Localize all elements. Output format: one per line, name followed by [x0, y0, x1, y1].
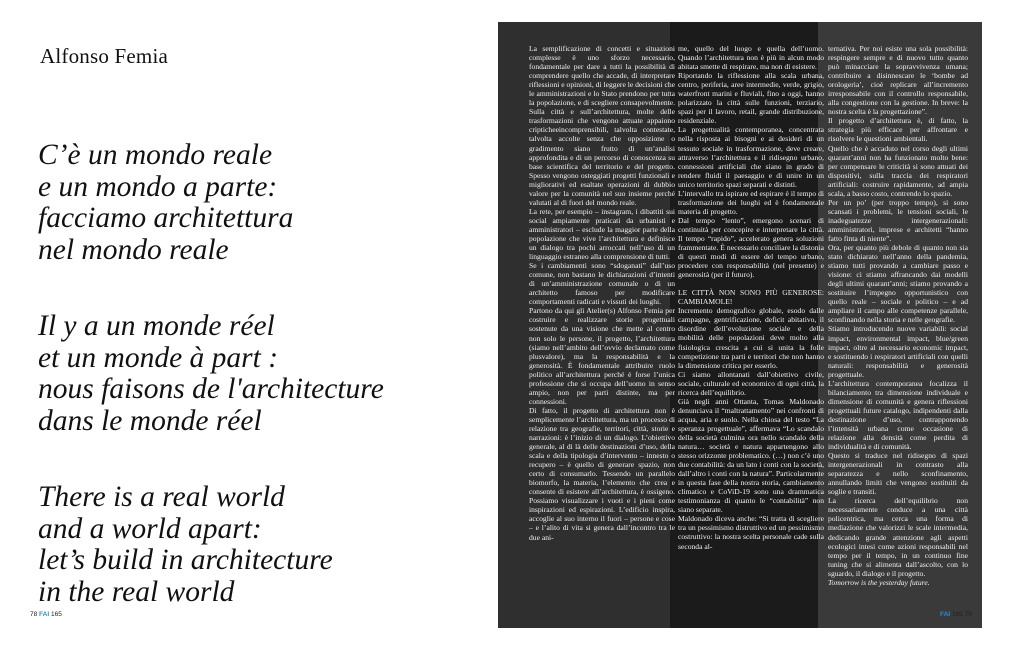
quote-line: e un mondo a parte: — [38, 170, 278, 203]
author-name: Alfonso Femia — [40, 44, 169, 68]
paragraph: ternativa. Per noi esiste una sola possibilità: respingere sempre e di nuovo tutto quanto può minacciare la sopravvivenza umana; contribuire a disinnescare le ‘bombe ad orologeria’, cioè replicare all’incremento irresponsabile con il controllo responsabile, alla congestione con la gestione. In breve: la nostra scelta è la progettazione”. — [828, 44, 968, 117]
quote-italian — [38, 140, 293, 266]
quote-english — [38, 482, 333, 608]
paragraph: Già negli anni Ottanta, Tomas Maldonado denunciava il “maltrattamento” nei confronti di acqua, aria e suolo. Nella chiosa del testo “La speranza progettuale”, affermava “Lo scandalo della società culmina ora nello scandalo della natura… società e natura appartengono allo stesso orizzonte problematico. (…) non c’è uno due contabilità: da un lato i conti con la società, dall’altro i conti con la natura”. Particolarmente in questa fase della nostra storia, cambiamento climatico e CoViD-19 sono una drammatica testimonianza di quanto le “contabilità” non siano separate. — [678, 396, 824, 515]
paragraph: La semplificazione di concetti e situazioni complesse è uno sforzo necessario, fondamentale per dare a tutti la possibilità di comprendere quello che accade, di interpretare riflessioni e opinioni, di leggere le decisioni che le amministrazioni e lo Stato prendono per tutta la popolazione, e di scegliere consapevolmente. Sulla città e sull’architettura, molte delle trasformazioni che vengono attuate appaiono cripticheeincomprensibili, talvolta contestate, talvolta accolte senza che opposizione o gradimento siano frutto di un’analisi approfondita e di un percorso di conoscenza su base scientifica del territorio e del progetto. Spesso vengono osteggiati progetti funzionali e migliorativi ed esaltate operazioni di dubbio valore per la comunità nel suo insieme perché valutati al di fuori del mondo reale. — [529, 44, 675, 207]
quote-line: let’s build in architecture — [38, 544, 333, 576]
paragraph: Di fatto, il progetto di architettura non è semplicemente l’architettura, ma un processo di relazione tra geografie, territori, città, storie e narrazioni: è l’inizio di un dialogo. L’obiettivo generale, al di là delle destinazioni d’uso, della scala e della tipologia d’intervento – innesto o recupero – è quello di generare spazio, non certo di consumarlo. Tessendo un parallelo biomorfo, la materia, l’elemento che crea e consente di esistere all’architettura, è ossigeno. Possiamo visualizzare i vuoti e i pieni come inspirazioni ed espirazioni. L’edificio inspira, accoglie al suo interno il fuori – persone e cose – e l’alito di vita si genera dall’incontro tra le due ani- — [529, 405, 675, 542]
quote-line: There is a real world — [38, 481, 285, 513]
paragraph: Questo si traduce nel ridisegno di spazi intergenerazionali in contrasto alla separatezza e nello sconfinamento, annullando limiti che vengono sostituiti da soglie e transiti. — [828, 451, 968, 497]
quote-line: et un monde à part : — [38, 341, 279, 374]
right-page-text-panel — [498, 22, 982, 628]
quote-line: in the real world — [38, 575, 235, 608]
quote-french — [38, 311, 384, 437]
issue-number: 165 — [50, 611, 62, 618]
paragraph: me, quello del luogo e quella dell’uomo. Quando l’architettura non è più in alcun modo abitata smette di respirare, ma non di esistere. — [678, 44, 824, 72]
text-column-1 — [529, 44, 675, 624]
paragraph: Stiamo introducendo nuove variabili: social impact, environmental impact, blue/green impact, oltre al necessario economic impact, e sostituendo i respiratori artificiali con quelli naturali: responsabilità e generosità progettuale. — [828, 324, 968, 379]
quote-line: C’è un mondo reale — [38, 139, 273, 171]
paragraph: Incremento demografico globale, esodo dalle campagne, gentrificazione, deficit abitativo, il disordine dell’evoluzione sociale e della mobilità delle popolazioni deve molto alla fisiologica crescita a cui si unita la folle competizione tra parti e territori che non hanno la dimensione critica per esserlo. — [678, 306, 824, 370]
magazine-brand: FAI — [940, 611, 951, 618]
quote-line: nel mondo reale — [38, 233, 229, 266]
paragraph: Per un po’ (per troppo tempo), si sono scansati i problemi, le tensioni sociali, le inadeguatezze intergenerazionali: amministratori, imprese e architetti “hanno fatto finta di niente”. — [828, 197, 968, 243]
paragraph: Ci siamo allontanati dall’obiettivo civile, sociale, culturale ed economico di ogni città, la ricerca dell’equilibrio. — [678, 369, 824, 397]
paragraph: La progettualità contemporanea, concentrata nella risposta ai bisogni e ai desideri di un tessuto sociale in trasformazione, deve creare, attraverso l’architettura e il ridisegno urbano, connessioni artificiali che siano in grado di rendere fluidi il paesaggio e di unire in un unico territorio spazi separati e distinti. — [678, 125, 824, 189]
quote-line: facciamo architettura — [38, 202, 294, 234]
magazine-brand: FAI — [39, 611, 50, 618]
quote-line: nous faisons de l'architecture — [38, 373, 384, 405]
section-heading: LE CITTÀ NON SONO PIÙ GENEROSE: CAMBIAMOLE! — [678, 288, 824, 307]
quote-line: Il y a un monde réel — [38, 310, 275, 342]
paragraph: Quello che è accaduto nel corso degli ultimi quarant’anni non ha funzionato molto bene: per compensare le criticità si sono attuati dei dispositivi, sulla traccia dei respiratori artificiali: costruire rapidamente, ad ampia scala, a basso costo, contrendo lo spazio. — [828, 143, 968, 198]
left-page — [0, 0, 498, 649]
page-folio-right — [940, 611, 972, 618]
paragraph: La ricerca dell’equilibrio non necessariamente conduce a una città policentrica, ma cerca una forma di mediazione che valorizzi le scale intermedia, dedicando grande attenzione agli aspetti ecologici intesi come azioni responsabili nel tempo per il tempo, in un continuo fine tuning che si alimenta dall’ascolto, con lo sguardo, il dialogo e il progetto. — [828, 496, 968, 578]
page-number: 78 — [30, 611, 38, 618]
paragraph: Ora, per quanto più debole di quanto non sia stato dichiarato nell’anno della pandemia, stiamo tutti provando a cambiare passo e visione: ci stiamo affrancando dai modelli degli ultimi quarant’anni; stiamo provando a sostituire l’impegno opportunistico con quello reale – sociale e politico – e ad ampliare il campo alle competenze parallele, sconfinando nella storia e nelle geografie. — [828, 243, 968, 325]
paragraph: Se i cambiamenti sono “sdoganati” dall’uso comune, non bastano le dichiarazioni d’intenti di un’amministrazione comunale o di un architetto famoso per modificare comportamenti radicati e vissuti dei luoghi. — [529, 261, 675, 307]
paragraph: L’intervallo tra ispirare ed espirare è il tempo di trasformazione dei luoghi ed è fondamentale materia di progetto. — [678, 188, 824, 216]
paragraph: Il progetto d’architettura è, di fatto, la strategia più efficace per affrontare e risolvere le questioni ambientali. — [828, 116, 968, 144]
issue-number: 165 — [951, 611, 963, 618]
text-column-3 — [828, 44, 968, 624]
text-column-2 — [678, 44, 824, 624]
paragraph: Maldonado diceva anche: “Si tratta di scegliere tra un pessimismo distruttivo ed un pessimismo costruttivo: la nostra scelta personale cade sulla seconda al- — [678, 514, 824, 551]
quote-line: and a world apart: — [38, 512, 262, 545]
paragraph: Riportando la riflessione alla scala urbana, centro, periferia, aree intermedie, verde, grigio, waterfront marini e fluviali, fino a oggi, hanno polarizzato la città sulle funzioni, terziario, spazi per il lavoro, retail, grande distribuzione, residenziale. — [678, 71, 824, 126]
paragraph: Dal tempo “lento”, emergono scenari di continuità per concepire e interpretare la città. Il tempo “rapido”, accelerato genera soluzioni frammentate. È necessario conciliare la distonia di questi modi di essere del tempo urbano, procedere con responsabilità (nel presente) e generosità (per il futuro). — [678, 215, 824, 280]
paragraph: Partono da qui gli Atelier(s) Alfonso Femia per costruire e realizzare storie progettuali sostenute da una visione che mette al centro non solo le persone, il progetto, l’architettura (siamo nell’ambito dell’ovvio declamato come plusvalore), ma la responsabilità e la generosità. È fondamentale attribuire ruolo politico all’architettura perché è forse l’unica professione che si occupa dell’uomo in senso ampio, non per parti distinte, ma per connessioni. — [529, 306, 675, 406]
page-folio-left — [30, 611, 62, 618]
closing-line: Tomorrow is the yesterday future. — [828, 577, 930, 587]
page-number: 79 — [964, 611, 972, 618]
paragraph: La rete, per esempio – instagram, i dibattiti sui social ampiamente praticati da urbanisti e amministratori – esclude la maggior parte della popolazione che vive l’architettura e definisce un dialogo tra pochi arroccati nell’uso di un linguaggio estraneo alla comprensione di tutti. — [529, 206, 675, 262]
paragraph: L’architettura contemporanea focalizza il bilanciamento tra dimensione individuale e dimensione di comunità e genera riflessioni progettuali future catalogo, indipendenti dalla destinazione d’uso, contrapponendo l’intensità urbana come occasione di relazione alla densità come perdita di individualità e di comunità. — [828, 378, 968, 452]
quote-line: dans le monde réel — [38, 404, 262, 437]
